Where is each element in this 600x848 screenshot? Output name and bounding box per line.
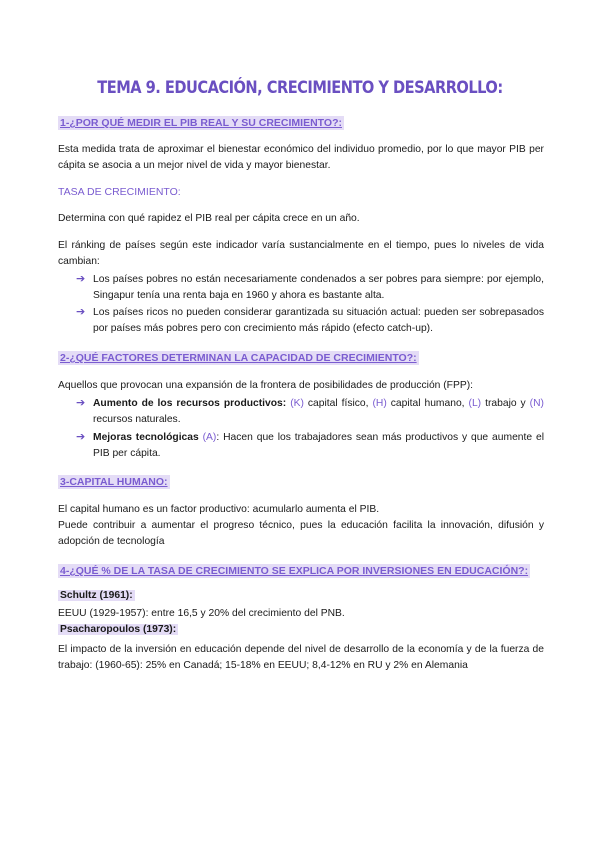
author-psacharopoulos: Psacharopoulos (1973):	[60, 624, 177, 635]
arrow-bullet-icon: ➔	[76, 273, 86, 285]
arrow-bullet-icon: ➔	[76, 431, 86, 443]
section-1-paragraph-1: Esta medida trata de aproximar el bienestar económico del individuo promedio, por lo que mayor PIB per cápita se asocia a un mejor nivel de vida y mayor bienestar.	[58, 144, 544, 171]
h-text: capital humano,	[390, 398, 465, 409]
section-2-paragraph-1: Aquellos que provocan una expansión de la frontera de posibilidades de producción (FPP):	[58, 380, 474, 391]
k-symbol: (K)	[290, 398, 304, 409]
section-1-paragraph-3: El ránking de países según este indicador varía sustancialmente en el tiempo, pues lo niveles de vida cambian:	[58, 240, 544, 267]
section-1-paragraph-2: Determina con qué rapidez el PIB real per cápita crece en un año.	[58, 213, 360, 224]
section-2-heading: 2-¿QUÉ FACTORES DETERMINAN LA CAPACIDAD DE CRECIMIENTO?:	[60, 352, 417, 364]
arrow-bullet-icon: ➔	[76, 397, 86, 409]
l-text: trabajo y	[485, 398, 526, 409]
section-2-bullet-1	[93, 396, 544, 428]
section-4-heading: 4-¿QUÉ % DE LA TASA DE CRECIMIENTO SE EXPLICA POR INVERSIONES EN EDUCACIÓN?:	[60, 565, 529, 577]
n-text: recursos naturales.	[93, 414, 181, 425]
author-schultz: Schultz (1961):	[60, 590, 133, 601]
section-1-bullet-1: Los países pobres no están necesariamente condenados a ser pobres para siempre: por ejemplo, Singapur tenía una renta baja en 1960 y ahora es bastante alta.	[93, 274, 544, 301]
k-text: capital físico,	[307, 398, 369, 409]
growth-rate-subheading: TASA DE CRECIMIENTO:	[58, 186, 181, 198]
productive-resources-label: Aumento de los recursos productivos:	[93, 398, 287, 409]
section-3-heading: 3-CAPITAL HUMANO:	[60, 476, 168, 488]
n-symbol: (N)	[529, 398, 544, 409]
section-1-bullet-2: Los países ricos no pueden considerar garantizada su situación actual: pueden ser sobrepasados por países más pobres pero con crecimiento más rápido (efecto catch-up).	[93, 307, 544, 334]
arrow-bullet-icon: ➔	[76, 306, 86, 318]
tech-improvements-text: : Hacen que los trabajadores sean más productivos y que aumente el PIB per cápita.	[93, 432, 544, 459]
section-2-bullet-2	[93, 430, 544, 462]
page-title: TEMA 9. EDUCACIÓN, CRECIMIENTO Y DESARROLLO:	[97, 78, 503, 98]
tech-improvements-label: Mejoras tecnológicas	[93, 432, 199, 443]
section-3-paragraph-1: El capital humano es un factor productivo: acumularlo aumenta el PIB.	[58, 504, 380, 515]
l-symbol: (L)	[468, 398, 482, 409]
schultz-finding: EEUU (1929-1957): entre 16,5 y 20% del crecimiento del PNB.	[58, 608, 345, 619]
h-symbol: (H)	[372, 398, 387, 409]
section-1-heading: 1-¿POR QUÉ MEDIR EL PIB REAL Y SU CRECIMIENTO?:	[60, 117, 342, 129]
psacharopoulos-finding: El impacto de la inversión en educación depende del nivel de desarrollo de la economía y de la fuerza de trabajo: (1960-65): 25% en Canadá; 15-18% en EEUU; 8,4-12% en RU y 2% en Alemania	[58, 644, 544, 671]
a-symbol: (A)	[202, 432, 217, 443]
section-3-paragraph-2: Puede contribuir a aumentar el progreso técnico, pues la educación facilita la innovación, difusión y adopción de tecnología	[58, 520, 544, 547]
